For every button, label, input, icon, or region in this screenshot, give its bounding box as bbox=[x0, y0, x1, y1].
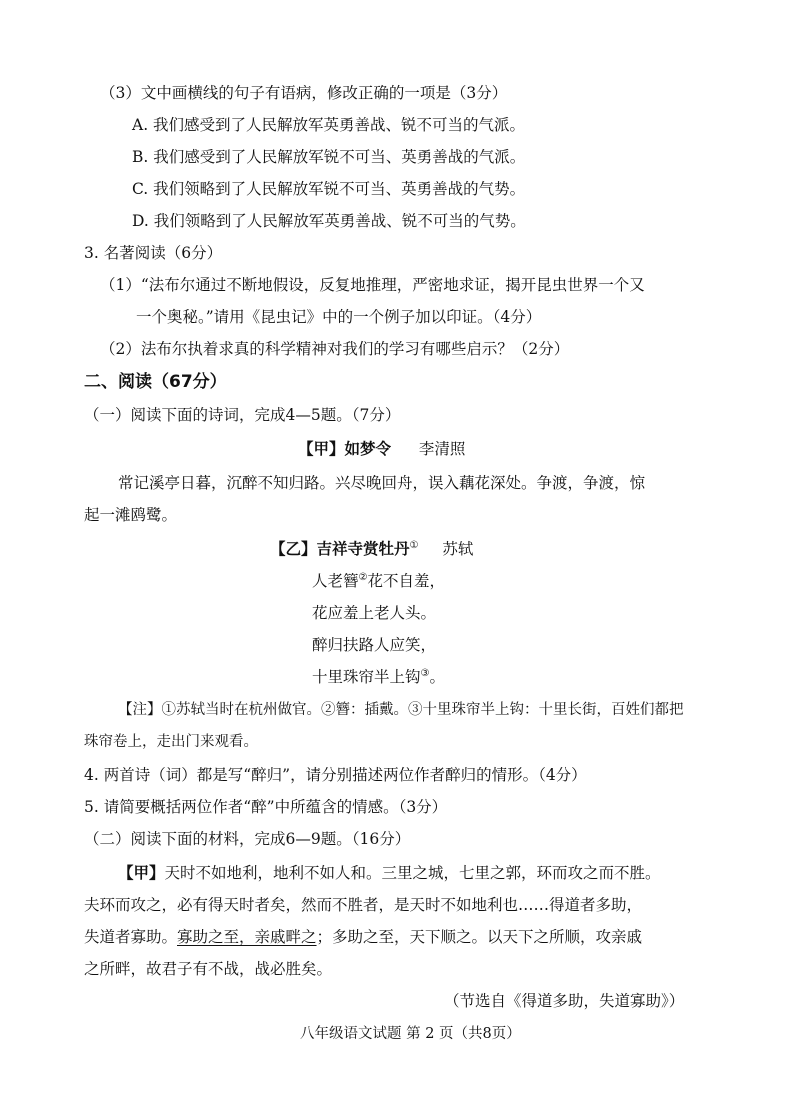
notes-line-1: 【注】①苏轼当时在杭州做官。②簪：插戴。③十里珠帘半上钩：十里长街，百姓们都把 bbox=[118, 702, 684, 718]
poem-b-author: 苏轼 bbox=[442, 540, 474, 559]
passage-a-line-3: 失道者寡助。寡助之至，亲戚畔之；多助之至，天下顺之。以天下之所顺，攻亲戚 bbox=[84, 928, 643, 946]
poem-b-line-4: 十里珠帘半上钩③。 bbox=[312, 668, 445, 687]
poem-b-title: 【乙】吉祥寺赏牡丹 bbox=[270, 540, 410, 559]
passage-a-source: （节选自《得道多助，失道寡助》） bbox=[444, 992, 685, 1010]
classic-reading-sub2: （2）法布尔执着求真的科学精神对我们的学习有哪些启示？（2分） bbox=[100, 340, 570, 358]
option-d: D. 我们领略到了人民解放军英勇善战、锐不可当的气势。 bbox=[132, 212, 526, 230]
option-b: B. 我们感受到了人民解放军锐不可当、英勇善战的气派。 bbox=[132, 148, 526, 166]
passage-a-label: 【甲】 bbox=[118, 864, 165, 882]
section-2-part-1-instruction: （一）阅读下面的诗词，完成4—5题。（7分） bbox=[84, 406, 401, 424]
poem-b-line-3: 醉归扶路人应笑， bbox=[312, 636, 437, 654]
question-5: 5. 请简要概括两位作者“醉”中所蕴含的情感。（3分） bbox=[84, 798, 448, 816]
option-c: C. 我们领略到了人民解放军锐不可当、英勇善战的气势。 bbox=[132, 180, 526, 198]
passage-a-line-2: 夫环而攻之，必有得天时者矣，然而不胜者，是天时不如地利也……得道者多助， bbox=[84, 896, 643, 914]
poem-b-footnote-mark-2: ② bbox=[358, 572, 368, 583]
passage-a-line-1: 【甲】天时不如地利，地利不如人和。三里之城，七里之郭，环而攻之而不胜。 bbox=[118, 864, 661, 882]
passage-a-line-4: 之所畔，故君子有不战，战必胜矣。 bbox=[84, 960, 333, 978]
section-2-part-2-instruction: （二）阅读下面的材料，完成6—9题。（16分） bbox=[84, 830, 411, 848]
poem-a-line-1: 常记溪亭日暮，沉醉不知归路。兴尽晚回舟，误入藕花深处。争渡，争渡，惊 bbox=[118, 474, 646, 492]
option-a: A. 我们感受到了人民解放军英勇善战、锐不可当的气派。 bbox=[132, 116, 526, 134]
classic-reading-title: 3. 名著阅读（6分） bbox=[84, 244, 223, 262]
poem-b-header bbox=[270, 540, 473, 559]
poem-b-line-1: 人老簪②花不自羞， bbox=[312, 572, 445, 591]
classic-reading-sub1-line2: 一个奥秘。”请用《昆虫记》中的一个例子加以印证。（4分） bbox=[136, 308, 542, 326]
poem-a-line-2: 起一滩鸥鹭。 bbox=[84, 506, 178, 524]
question-3-stem: （3）文中画横线的句子有语病，修改正确的一项是（3分） bbox=[100, 84, 508, 102]
poem-b-footnote-mark-3: ③ bbox=[420, 668, 430, 679]
notes-line-2: 珠帘卷上，走出门来观看。 bbox=[84, 734, 258, 750]
poem-b-title-footnote-mark: ① bbox=[409, 540, 419, 551]
poem-a-author: 李清照 bbox=[418, 440, 466, 458]
question-4: 4. 两首诗（词）都是写“醉归”，请分别描述两位作者醉归的情形。（4分） bbox=[84, 766, 587, 784]
poem-b-line-2: 花应羞上老人头。 bbox=[312, 604, 437, 622]
poem-a-header bbox=[298, 440, 465, 459]
poem-a-title: 【甲】如梦令 bbox=[298, 440, 392, 458]
page-footer: 八年级语文试题 第 2 页（共8页） bbox=[300, 1026, 521, 1042]
section-2-title: 二、阅读（67分） bbox=[84, 372, 227, 392]
classic-reading-sub1-line1: （1）“法布尔通过不断地假设，反复地推理，严密地求证，揭开昆虫世界一个又 bbox=[100, 276, 645, 294]
underlined-sentence: 寡助之至，亲戚畔之 bbox=[177, 928, 317, 946]
